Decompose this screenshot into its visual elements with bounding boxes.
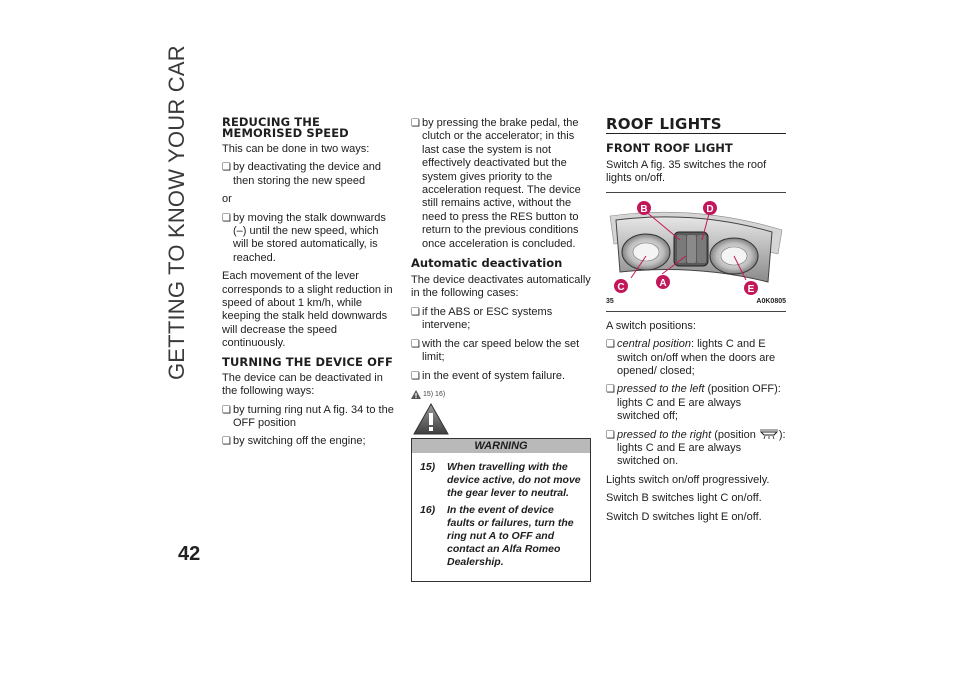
heading-front-roof-light: FRONT ROOF LIGHT bbox=[606, 141, 733, 155]
paragraph: Switch A fig. 35 switches the roof lights on/off. bbox=[606, 159, 767, 185]
paragraph: Switch B switches light C on/off. bbox=[606, 492, 762, 505]
bullet-text: (position OFF): lights C and E are always switched off; bbox=[617, 383, 781, 423]
warning-number: 15) bbox=[420, 461, 436, 474]
roof-light-illustration bbox=[606, 194, 786, 298]
warning-reference bbox=[411, 388, 591, 401]
bullet-item bbox=[606, 338, 786, 378]
heading-automatic-deactivation: Automatic deactivation bbox=[411, 256, 563, 271]
warning-triangle-icon bbox=[413, 403, 449, 435]
paragraph-or: or bbox=[222, 193, 232, 206]
figure-number: 35 bbox=[606, 298, 614, 306]
warning-text: When travelling with the device active, do not move the gear lever to neutral. bbox=[447, 461, 581, 500]
bullet-text: : lights C and E switch on/off when the doors are opened/ closed; bbox=[617, 338, 776, 378]
roof-light-on-icon bbox=[759, 429, 779, 439]
column-2 bbox=[411, 117, 591, 582]
paragraph: Each movement of the lever corresponds to a slight reduction in speed of about 1 km/h, while keeping the stalk held downwards will decrease the speed continuously. bbox=[222, 270, 393, 350]
paragraph: The device can be deactivated in the following ways: bbox=[222, 371, 383, 398]
column-1 bbox=[222, 117, 394, 454]
figure-roof-light bbox=[606, 192, 786, 312]
paragraph: The device deactivates automatically in the following cases: bbox=[411, 274, 591, 300]
warning-number: 16) bbox=[420, 504, 436, 517]
bullet-item: ❏ with the car speed below the set limit; bbox=[411, 338, 591, 365]
callout-label-c: C bbox=[617, 281, 625, 293]
warning-title: WARNING bbox=[412, 438, 590, 453]
side-section-title: GETTING TO KNOW YOUR CAR bbox=[164, 45, 189, 380]
bullet-item: ❏ by switching off the engine; bbox=[222, 435, 394, 448]
bullet-item bbox=[606, 383, 786, 423]
heading-reducing-speed: REDUCING THE MEMORISED SPEED bbox=[222, 115, 349, 140]
warning-item bbox=[420, 461, 584, 500]
emphasis: central position bbox=[617, 338, 691, 351]
callout-label-b: B bbox=[640, 203, 648, 215]
emphasis: pressed to the right bbox=[617, 428, 712, 441]
bullet-item: ❏ in the event of system failure. bbox=[411, 370, 591, 383]
paragraph: A switch positions: bbox=[606, 319, 696, 332]
page-number: 42 bbox=[178, 543, 201, 565]
figure-code: A0K0805 bbox=[756, 298, 786, 306]
bullet-item: ❏ by pressing the brake pedal, the clutch or the accelerator; in this last case the system is not effectively deactivated but the system gives priority to the acceleration request. The device still remains active, without the need to press the RES button to return to the previous conditions once acceleration is concluded. bbox=[411, 117, 591, 251]
warning-text: In the event of device faults or failures, turn the ring nut A to OFF and contact an Alfa Romeo Dealership. bbox=[447, 504, 574, 569]
callout-label-a: A bbox=[659, 277, 667, 289]
bullet-text: (position bbox=[711, 428, 759, 441]
bullet-text: ): lights C and E are always switched on. bbox=[617, 428, 786, 468]
paragraph: Switch D switches light E on/off. bbox=[606, 510, 762, 523]
switch-a bbox=[687, 235, 696, 263]
warning-box bbox=[411, 438, 591, 582]
switch-d bbox=[697, 235, 706, 263]
paragraph: Lights switch on/off progressively. bbox=[606, 473, 770, 486]
warning-item bbox=[420, 504, 584, 569]
column-3 bbox=[606, 117, 786, 529]
heading-turning-off: TURNING THE DEVICE OFF bbox=[222, 354, 393, 369]
bullet-item bbox=[606, 429, 786, 469]
callout-label-e: E bbox=[747, 283, 755, 295]
bullet-item: ❏ by moving the stalk downwards (–) until the new speed, which will be stored automatically, is reached. bbox=[222, 212, 394, 266]
bullet-item: ❏ if the ABS or ESC systems intervene; bbox=[411, 306, 591, 333]
bullet-item: ❏ by deactivating the device and then storing the new speed bbox=[222, 161, 394, 188]
bullet-item: ❏ by turning ring nut A fig. 34 to the OFF position bbox=[222, 404, 394, 431]
warning-body bbox=[412, 453, 590, 581]
section-title-roof-lights: ROOF LIGHTS bbox=[606, 117, 786, 134]
emphasis: pressed to the left bbox=[617, 383, 705, 396]
paragraph: This can be done in two ways: bbox=[222, 143, 370, 155]
callout-label-d: D bbox=[706, 203, 714, 215]
warning-reference-numbers: 15) 16) bbox=[423, 390, 446, 398]
warning-triangle-icon bbox=[411, 390, 421, 399]
